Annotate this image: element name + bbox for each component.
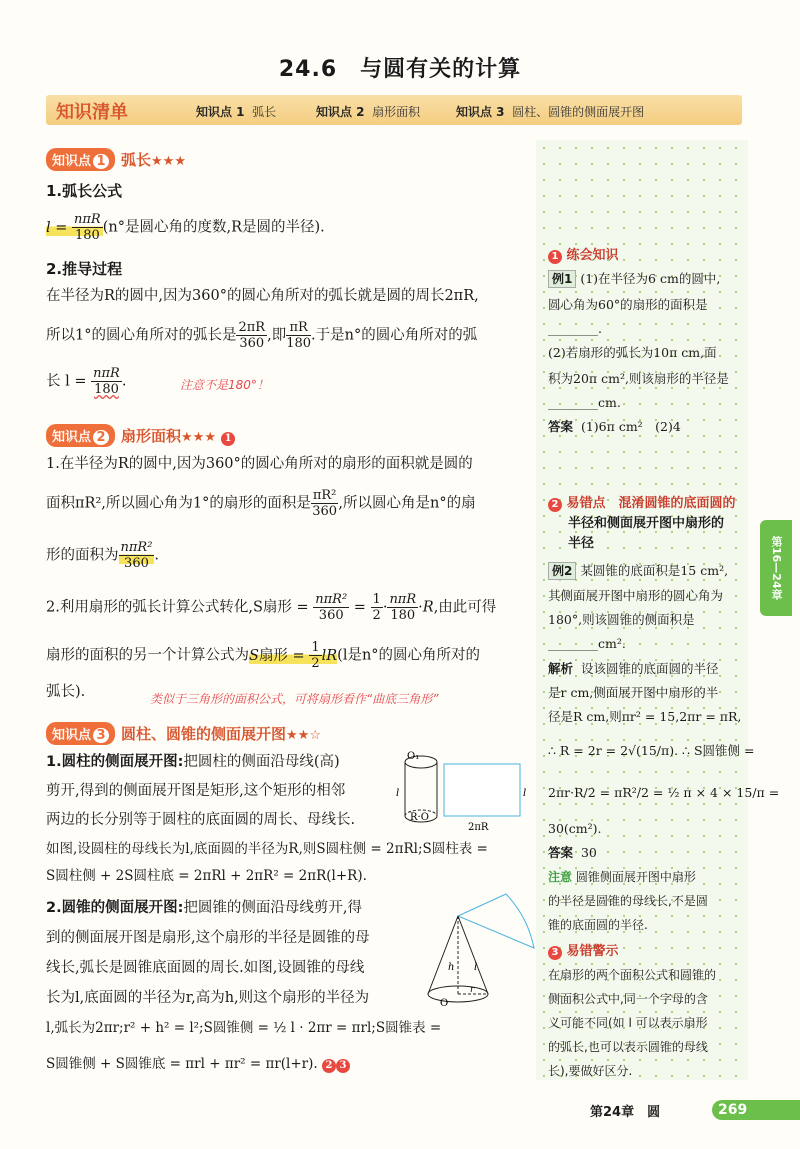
right-heading-2: 2 易错点 混淆圆锥的底面圆的 半径和侧面展开图中扇形的 半径	[548, 494, 736, 554]
caution-line-4: 的弧长,也可以表示圆锥的母线	[548, 1040, 708, 1054]
cone-line-1: 2.圆锥的侧面展开图:把圆锥的侧面沿母线剪开,得	[46, 900, 363, 916]
solution-line-3: 径是R cm,则πr² = 15,2πr = πR,	[548, 709, 742, 724]
example1-line-3: ________.	[548, 321, 602, 336]
example1-line-4: (2)若扇形的弧长为10π cm,面	[548, 345, 717, 360]
sector-line-6: 弧长).	[46, 684, 86, 700]
cone-line-5: l,弧长为2πr;r² + h² = l²;S圆锥侧 = ½ l · 2πr = πrl;S圆锥表 =	[46, 1020, 442, 1036]
handwritten-note-180: 注意不是180°！	[180, 378, 269, 392]
warning-note-line-1: 注意 圆锥侧面展开图中扇形	[548, 870, 696, 884]
sector-line-1: 1.在半径为R的圆中,因为360°的圆心角所对的扇形的面积就是圆的	[46, 456, 473, 472]
solution-line-4: ∴ R = 2r = 2√(15/π). ∴ S圆锥侧 =	[548, 743, 755, 758]
warning-note-line-3: 锥的底面圆的半径.	[548, 918, 648, 932]
arc-formula: l = $\frac{\text{nπR}}{180}$ (n°是圆心角的度数,R是圆的半径).	[46, 212, 325, 243]
page-title: 24.6 与圆有关的计算	[278, 57, 522, 82]
solution-line-6: 30(cm²).	[548, 821, 602, 836]
cylinder-line-2: 剪开,得到的侧面展开图是矩形,这个矩形的相邻	[46, 783, 346, 799]
example1-answer: 答案 (1)6π cm² (2)4	[548, 419, 681, 434]
example1-line-5: 积为20π cm²,则该扇形的半径是	[548, 371, 729, 386]
example2-line-3: 180°,则该圆锥的侧面积是	[548, 612, 695, 627]
cylinder-net-figure	[396, 750, 530, 838]
example2-answer: 答案 30	[548, 845, 597, 860]
solution-line-2: 是r cm,侧面展开图中扇形的半	[548, 685, 719, 700]
page-number: 269	[712, 1100, 800, 1120]
cone-line-2: 到的侧面展开图是扇形,这个扇形的半径是圆锥的母	[46, 930, 370, 946]
cone-net-figure	[410, 890, 536, 1012]
fig-label-r-cone: r	[470, 985, 475, 995]
banner-kp1: 知识点 1 弧长	[196, 105, 277, 119]
caution-line-5: 长),要做好区分.	[548, 1064, 633, 1078]
cylinder-line-4: 如图,设圆柱的母线长为l,底面圆的半径为R,则S圆柱侧 = 2πRl;S圆柱表 =	[46, 841, 488, 857]
knowledge-banner	[46, 95, 742, 125]
caution-line-2: 侧面积公式中,同一个字母的含	[548, 992, 708, 1006]
example1-line-2: 圆心角为60°的扇形的面积是	[548, 297, 708, 312]
fig-label-h: h	[448, 962, 455, 973]
sector-line-3: 形的面积为 $\frac{\text{nπR²}}{360}$ .	[46, 540, 160, 571]
caution-line-3: 义可能不同(如 l 可以表示扇形	[548, 1016, 708, 1030]
fig-label-o-cone: O	[440, 998, 449, 1009]
right-heading-1: 1 练会知识	[548, 244, 619, 264]
cone-line-4: 长为l,底面圆的半径为r,高为h,则这个扇形的半径为	[46, 990, 370, 1006]
derivation-line-3: 长 l = $\frac{\text{nπR}}{180}$ .	[46, 366, 127, 397]
heading-arc-formula: 1.弧长公式	[46, 182, 123, 200]
heading-derivation: 2.推导过程	[46, 260, 123, 278]
chapter-side-tab[interactable]: 第16—24章	[760, 520, 792, 616]
banner-kp3: 知识点 3 圆柱、圆锥的侧面展开图	[456, 105, 645, 119]
section-heading-2: 知识点 2 扇形面积★★★ 1	[46, 424, 235, 444]
solution-line-1: 解析 设该圆锥的底面圆的半径	[548, 661, 719, 676]
example2-line-4: ________cm².	[548, 636, 626, 651]
fig-label-o1: O₁	[407, 751, 420, 762]
fig-label-l-left: l	[396, 788, 400, 799]
sector-line-2: 面积πR²,所以圆心角为1°的扇形的面积是 $\frac{\text{πR²}}{360}$ ,所以圆心角是n°的扇	[46, 488, 476, 519]
cylinder-line-5: S圆柱侧 + 2S圆柱底 = 2πRl + 2πR² = 2πR(l+R).	[46, 868, 367, 884]
right-heading-3: 3 易错警示	[548, 940, 619, 960]
fig-label-l-cone: l	[474, 962, 478, 973]
section-heading-1: 知识点 1 弧长★★★	[46, 148, 186, 168]
solution-line-5: 2πr·R/2 = πR²/2 = ½ π × 4 × 15/π =	[548, 785, 780, 800]
cylinder-line-1: 1.圆柱的侧面展开图:把圆柱的侧面沿母线(高)	[46, 754, 340, 770]
caution-line-1: 在扇形的两个面积公式和圆锥的	[548, 968, 717, 982]
warning-note-line-2: 的半径是圆锥的母线长,不是圆	[548, 894, 708, 908]
sector-line-5: 扇形的面积的另一个计算公式为S扇形 = $\frac{1}{2}$ lR(l是n°的圆心角所对的	[46, 640, 481, 671]
cone-line-6: S圆锥侧 + S圆锥底 = πrl + πr² = πr(l+r). 2 3	[46, 1054, 350, 1074]
fig-label-r-o: R·O	[410, 812, 429, 823]
cylinder-line-3: 两边的长分别等于圆柱的底面圆的周长、母线长.	[46, 812, 356, 828]
fig-label-2pir: 2πR	[468, 822, 489, 833]
sector-line-4: 2.利用扇形的弧长计算公式转化,S扇形 = $\frac{\text{nπR²}}{360}$ = $\frac{1}{2}$ · $\frac{\text{nπR}}{180}$ ·R,由此可得	[46, 592, 497, 623]
footer-chapter: 第24章 圆	[590, 1105, 661, 1120]
banner-main: 知识清单	[56, 102, 128, 123]
banner-kp2: 知识点 2 扇形面积	[316, 105, 421, 119]
cone-line-3: 线长,弧长是圆锥底面圆的周长.如图,设圆锥的母线	[46, 960, 365, 976]
derivation-line-1: 在半径为R的圆中,因为360°的圆心角所对的弧长就是圆的周长2πR,	[46, 288, 479, 304]
section-heading-3: 知识点 3 圆柱、圆锥的侧面展开图★★☆	[46, 722, 321, 742]
example1-line-6: ________cm.	[548, 395, 621, 410]
example1-line-1: 例1 (1)在半径为6 cm的圆中,	[548, 268, 720, 290]
fig-label-l-right: l	[523, 788, 527, 799]
handwritten-note-triangle: 类似于三角形的面积公式，可将扇形看作“曲底三角形”	[150, 692, 439, 706]
example2-line-1: 例2 某圆锥的底面积是15 cm²,	[548, 560, 728, 582]
derivation-line-2: 所以1°的圆心角所对的弧长是 $\frac{2\pi R}{360}$ ,即 $\frac{\pi R}{180}$ .于是n°的圆心角所对的弧	[46, 320, 478, 351]
example2-line-2: 其侧面展开图中扇形的圆心角为	[548, 588, 724, 603]
